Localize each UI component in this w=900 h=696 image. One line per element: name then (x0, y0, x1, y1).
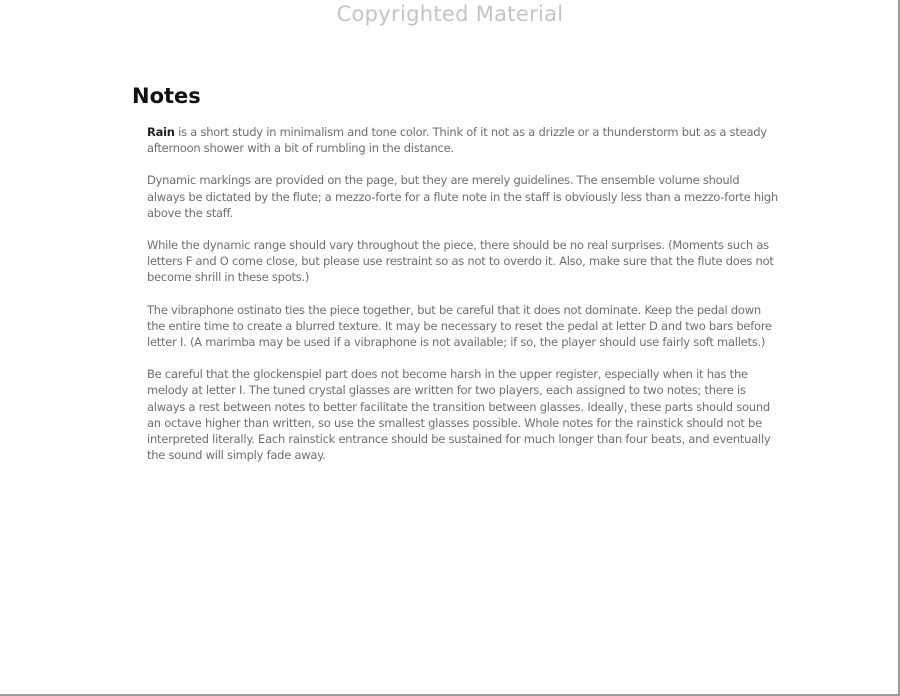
page-title: Notes (132, 84, 201, 108)
paragraph-text: While the dynamic range should vary throughout the piece, there should be no real surprises. (Moments such as letters F and O come close, but please use restraint so as not to overdo it. Also, make sure that the flute does not become shrill in these spots.) (147, 238, 774, 285)
notes-paragraph-5 (147, 366, 779, 463)
paragraph-text: is a short study in minimalism and tone color. Think of it not as a drizzle or a thunderstorm but as a steady afternoon shower with a bit of rumbling in the distance. (147, 125, 767, 156)
paragraph-text: Dynamic markings are provided on the page, but they are merely guidelines. The ensemble volume should always be dictated by the flute; a mezzo-forte for a flute note in the staff is obviously less than a mezzo-forte high above the staff. (147, 173, 778, 220)
paragraph-text: Be careful that the glockenspiel part does not become harsh in the upper register, especially when it has the melody at letter I. The tuned crystal glasses are written for two players, each assigned to two notes; there is always a rest between notes to better facilitate the transition between glasses. Ideally, these parts should sound an octave higher than written, so use the smallest glasses possible. Whole notes for the rainstick should not be interpreted literally. Each rainstick entrance should be sustained for much longer than four beats, and eventually the sound will simply fade away. (147, 367, 771, 463)
notes-body (147, 124, 779, 479)
piece-title: Rain (147, 125, 175, 139)
notes-paragraph-4 (147, 302, 779, 351)
copyright-watermark: Copyrighted Material (336, 2, 564, 26)
paragraph-text: The vibraphone ostinato ties the piece together, but be careful that it does not dominate. Keep the pedal down the entire time to create a blurred texture. It may be necessary to reset the pedal at letter D and two bars before letter I. (A marimba may be used if a vibraphone is not available; if so, the player should use fairly soft mallets.) (147, 302, 772, 350)
notes-paragraph-1 (147, 124, 779, 156)
notes-paragraph-2 (147, 172, 779, 221)
notes-paragraph-3 (147, 237, 779, 286)
